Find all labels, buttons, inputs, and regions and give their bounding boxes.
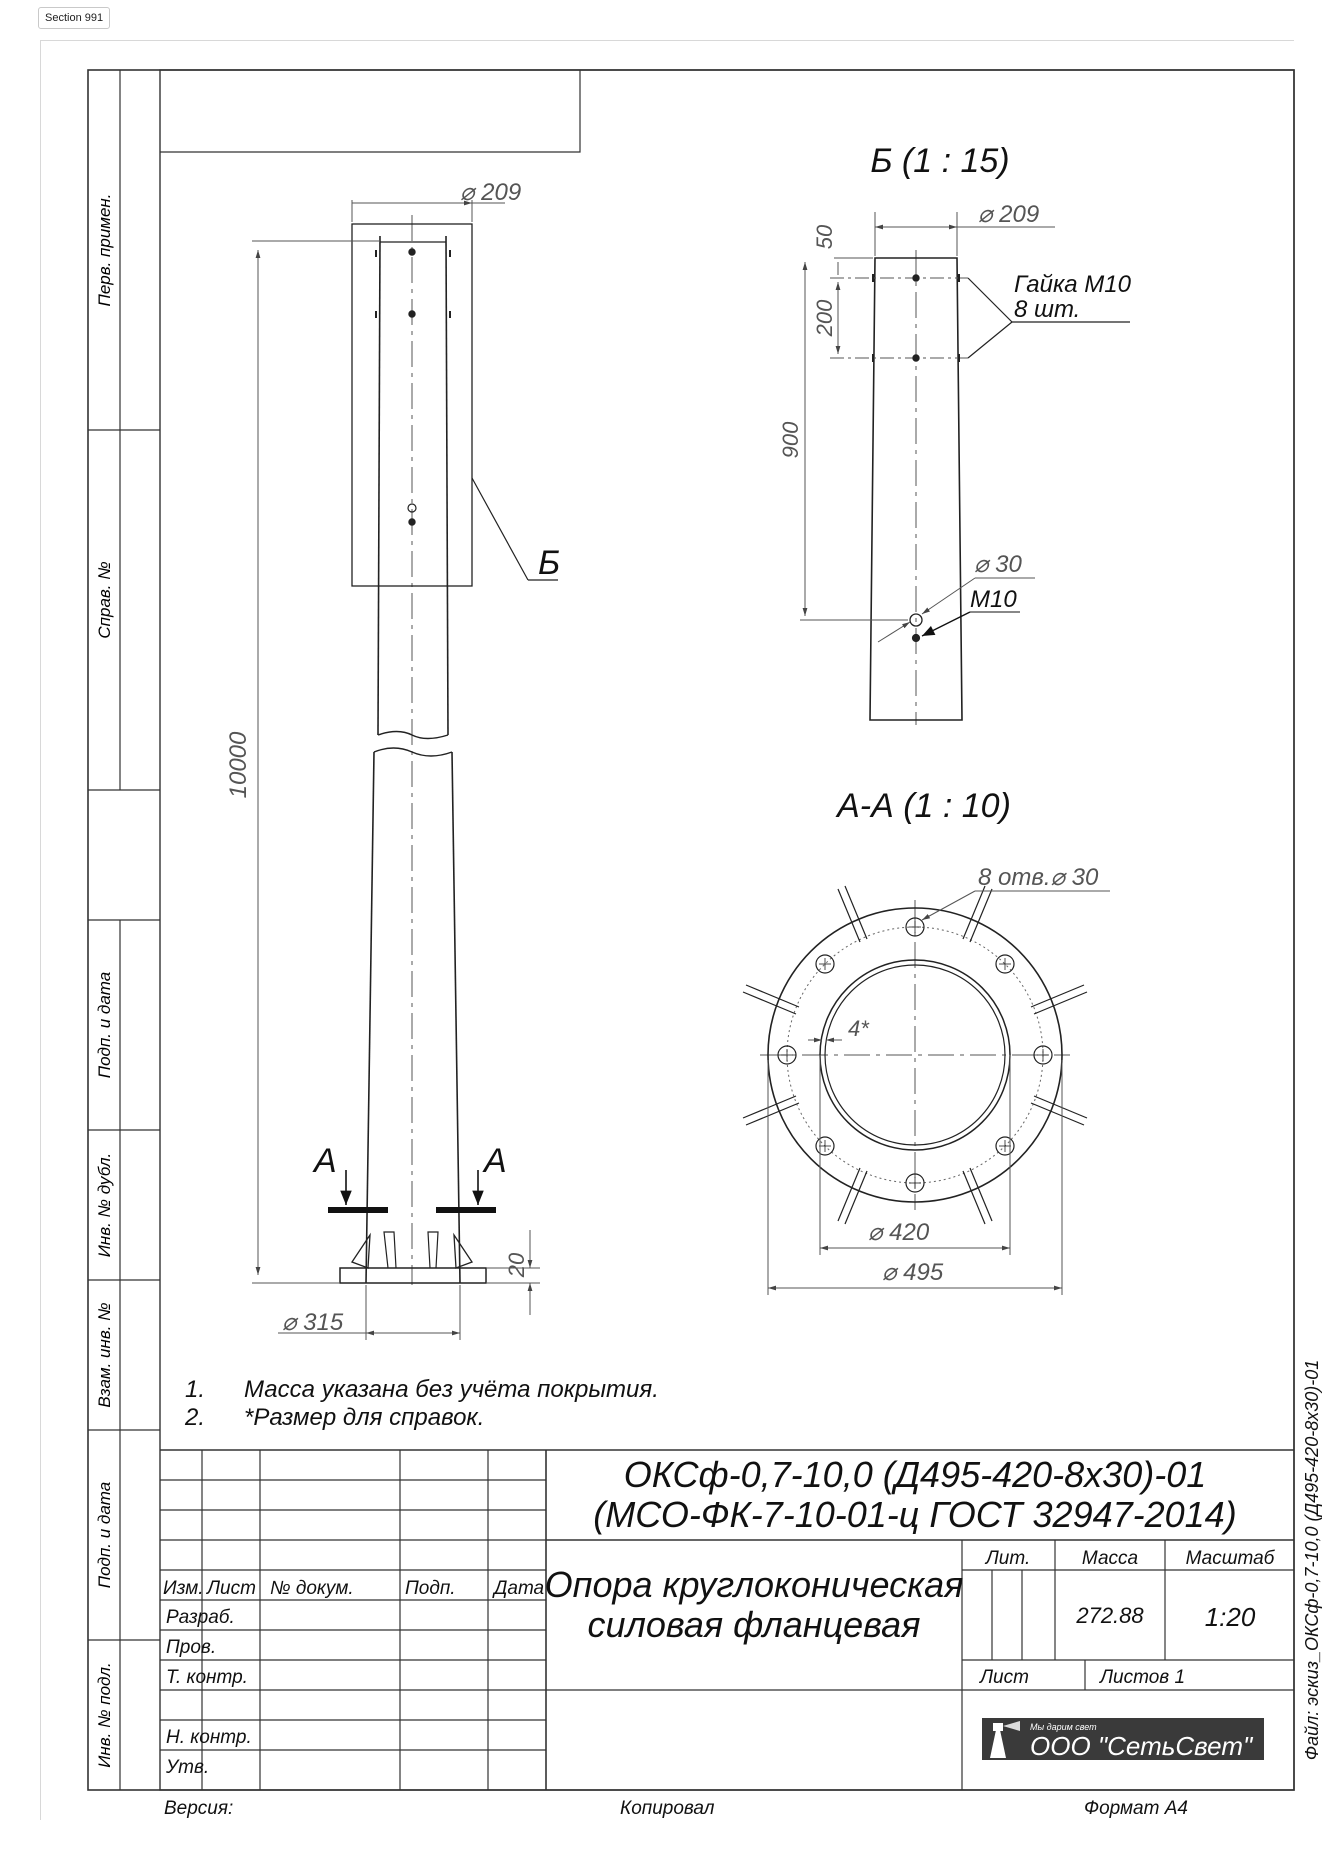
stamp-podp-data-2: Подп. и дата	[95, 1481, 114, 1589]
tb-col-doc: № докум.	[270, 1578, 354, 1599]
note-2-num: 2.	[185, 1404, 206, 1431]
dim-b-hole: ⌀ 30	[974, 551, 1022, 578]
tb-nkontr: Н. контр.	[166, 1727, 252, 1748]
label-nut-line1: Гайка М10	[1014, 271, 1131, 298]
tb-name-line1: Опора круглоконическая	[544, 1564, 964, 1605]
tb-col-date: Дата	[494, 1578, 545, 1599]
footer-version: Версия:	[164, 1798, 234, 1819]
company-logo	[982, 1718, 1264, 1761]
label-nut-line2: 8 шт.	[1014, 296, 1081, 323]
tb-listov: Листов 1	[1100, 1667, 1186, 1688]
dim-b-m10: М10	[970, 586, 1017, 613]
callout-b: Б	[538, 544, 561, 582]
stamp-inv-dubl: Инв. № дубл.	[95, 1152, 114, 1258]
stamp-inv-podl: Инв. № подл.	[95, 1662, 114, 1768]
footer-format: Формат А4	[1084, 1798, 1188, 1819]
tb-prov: Пров.	[166, 1637, 217, 1658]
tb-masshtab: Масштаб	[1185, 1548, 1275, 1569]
tb-list: Лист	[980, 1667, 1029, 1688]
section-mark-a-left: А	[314, 1142, 337, 1180]
footer-copied: Копировал	[620, 1798, 715, 1819]
tb-designation-line2: (МСО-ФК-7-10-01-ц ГОСТ 32947-2014)	[593, 1494, 1237, 1535]
note-1-num: 1.	[185, 1376, 206, 1403]
dim-base-dia: ⌀ 315	[282, 1309, 344, 1336]
dim-b-200: 200	[812, 299, 837, 337]
section-mark-a-right: А	[484, 1142, 507, 1180]
file-label: Файл: эскиз_ОКСф-0,7-10,0 (Д495-420-8х30)-01	[1302, 1359, 1322, 1761]
stamp-podp-data-1: Подп. и дата	[95, 971, 114, 1079]
tb-utv: Утв.	[166, 1757, 210, 1778]
tb-razrab: Разраб.	[166, 1607, 235, 1628]
tb-lit: Лит.	[985, 1548, 1031, 1569]
dim-base-thk: 20	[504, 1252, 529, 1278]
tb-designation-line1: ОКСф-0,7-10,0 (Д495-420-8х30)-01	[623, 1454, 1207, 1495]
tb-col-izm: Изм.	[163, 1578, 204, 1599]
main-pole-view	[252, 200, 561, 1340]
tb-tkontr: Т. контр.	[166, 1667, 248, 1688]
tb-mass-value: 272.88	[1076, 1603, 1144, 1628]
tb-name-line2: силовая фланцевая	[587, 1604, 921, 1645]
dim-d495: ⌀ 495	[882, 1259, 944, 1286]
dim-b-dia: ⌀ 209	[978, 201, 1040, 228]
note-2-text: *Размер для справок.	[244, 1404, 485, 1431]
tb-col-list: Лист	[207, 1578, 256, 1599]
dim-b-900: 900	[778, 421, 803, 459]
view-aa-title: А-А (1 : 10)	[837, 787, 1011, 825]
dim-top-dia: ⌀ 209	[460, 179, 522, 206]
stamp-vzam-inv: Взам. инв. №	[95, 1302, 114, 1408]
stamp-sprav: Справ. №	[95, 561, 114, 639]
dim-rib: 4*	[848, 1016, 869, 1041]
dim-holes: 8 отв.⌀ 30	[978, 864, 1099, 891]
view-b-title: Б (1 : 15)	[870, 142, 1010, 180]
dim-b-50: 50	[812, 224, 837, 250]
section-label: Section 991	[38, 7, 110, 29]
note-1-text: Масса указана без учёта покрытия.	[244, 1376, 659, 1403]
dim-height: 10000	[225, 731, 252, 799]
stamp-perv-primen: Перв. примен.	[95, 193, 114, 307]
tb-massa: Масса	[1081, 1548, 1139, 1569]
dim-d420: ⌀ 420	[868, 1219, 930, 1246]
tb-col-podp: Подп.	[405, 1578, 456, 1599]
logo-slogan: Мы дарим свет	[1030, 1722, 1097, 1732]
tb-scale-value: 1:20	[1204, 1602, 1256, 1632]
base-flange	[340, 1268, 486, 1283]
top-corner-box	[160, 70, 580, 152]
logo-company: ООО "СетьСвет"	[1030, 1731, 1253, 1761]
